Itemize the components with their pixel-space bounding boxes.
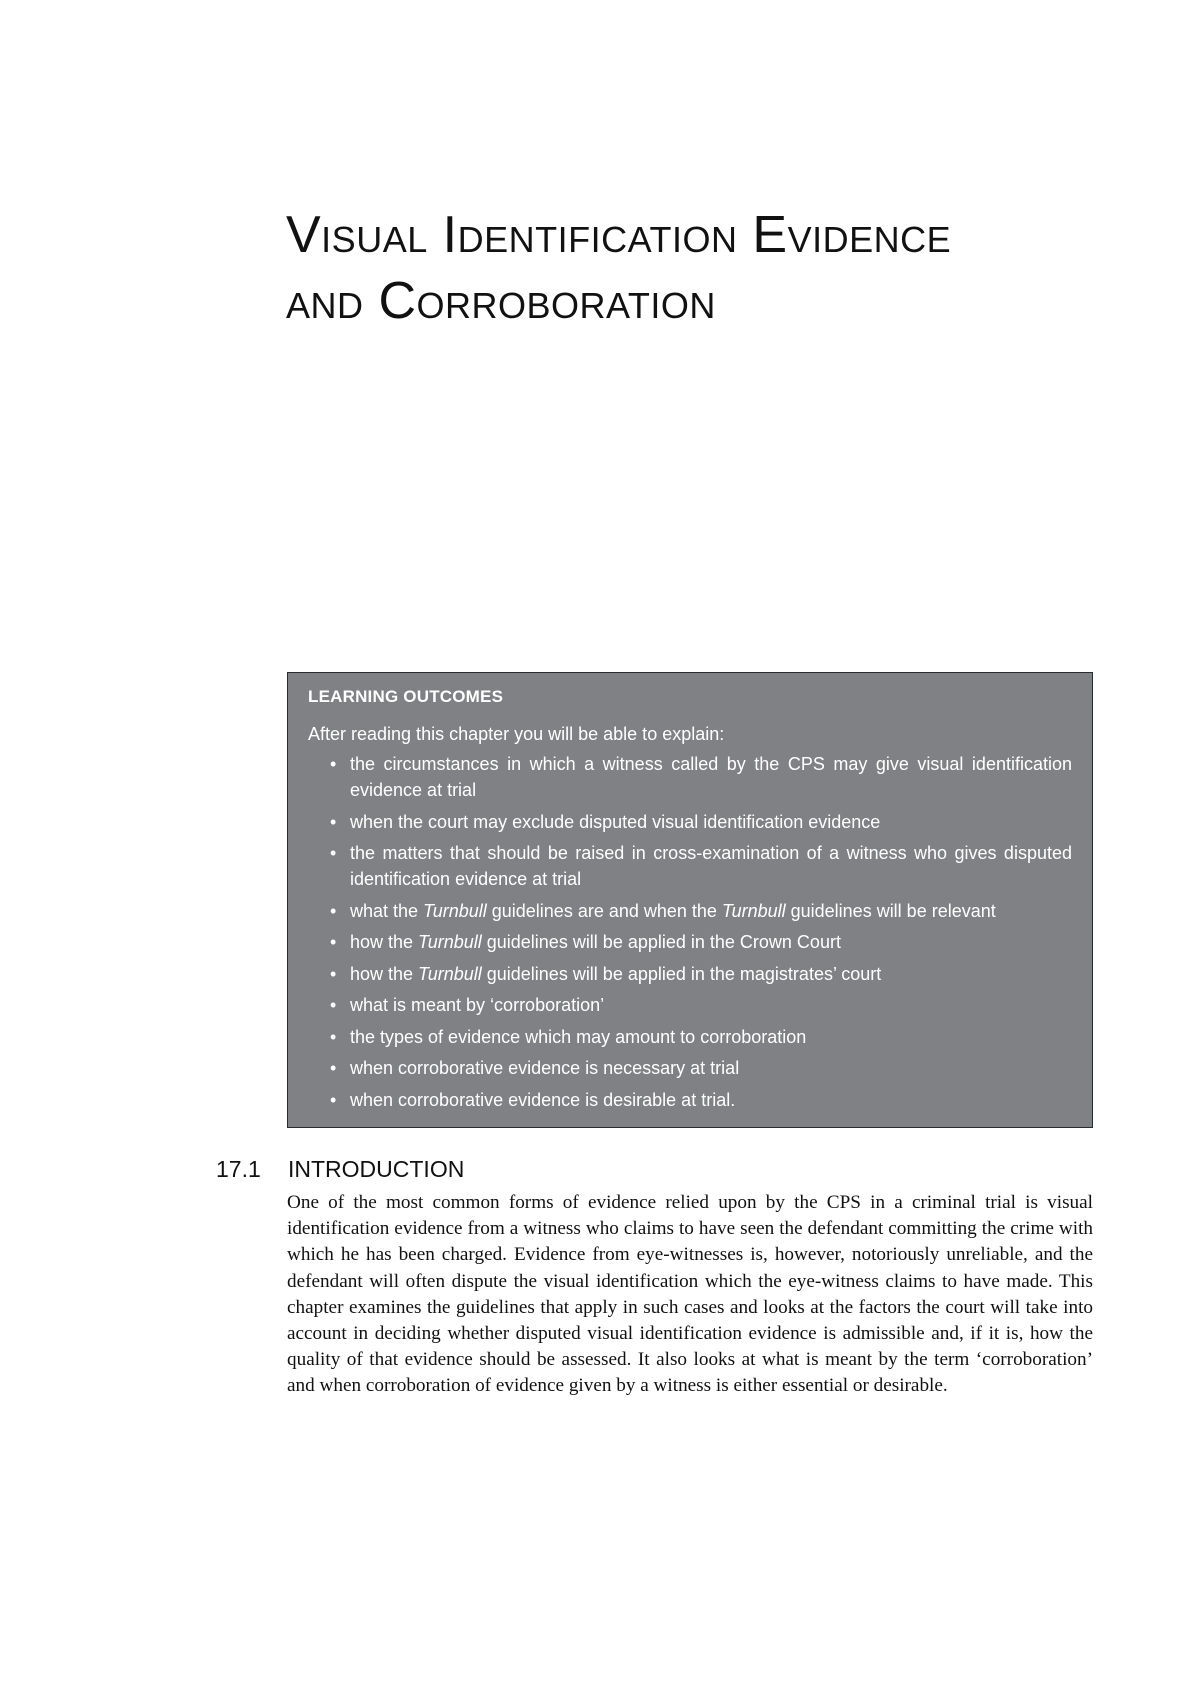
list-item (330, 992, 1072, 1018)
chapter-title (286, 202, 1146, 334)
case-name: Turnbull (423, 900, 487, 921)
learning-outcomes-box (287, 672, 1093, 1128)
section-body-paragraph: One of the most common forms of evidence relied upon by the CPS in a criminal trial is visual identification evidence from a witness who claims to have seen the defendant committing the crime with which he has been charged. Evidence from eye-witnesses is, however, notoriously unreliable, and the defendant will often dispute the visual identification which the eye-witness claims to have made. This chapter examines the guidelines that apply in such cases and looks at the factors the court will take into account in deciding whether disputed visual identification evidence is admissible and, if it is, how the quality of that evidence should be assessed. It also looks at what is meant by the term ‘corroboration’ and when corroboration of evidence given by a witness is either essential or desirable. (287, 1192, 1093, 1397)
list-item (330, 929, 1072, 955)
bullet-icon: • (330, 1026, 337, 1047)
list-item (330, 1055, 1072, 1081)
list-item (330, 1087, 1072, 1113)
list-item-text: when the court may exclude disputed visual identification evidence (350, 811, 881, 832)
list-item (330, 898, 1072, 924)
list-item-text: the types of evidence which may amount to corroboration (350, 1026, 807, 1047)
bullet-icon: • (330, 932, 337, 952)
bullet-icon: • (330, 811, 337, 832)
bullet-icon: • (330, 1089, 337, 1110)
learning-outcomes-intro: After reading this chapter you will be able to explain: (308, 724, 725, 744)
list-item (330, 1024, 1072, 1050)
list-item-text: the circumstances in which a witness called by the CPS may give visual identification evidence at trial (350, 754, 1072, 800)
case-name: Turnbull (418, 932, 482, 952)
list-item (330, 809, 1072, 835)
list-item (330, 961, 1072, 987)
section-title: INTRODUCTION (288, 1156, 465, 1182)
chapter-title-line-1: Visual Identification Evidence (286, 206, 952, 264)
list-item-text-post: guidelines will be applied in the magistrates’ court (481, 963, 882, 984)
list-item-text: the matters that should be raised in cross-examination of a witness who gives disputed identification evidence at trial (350, 843, 1072, 889)
list-item-text-post: guidelines will be relevant (785, 900, 996, 921)
learning-outcomes-heading: LEARNING OUTCOMES (308, 687, 504, 706)
bullet-icon: • (330, 900, 337, 921)
list-item-text-post: guidelines will be applied in the Crown Court (481, 932, 841, 952)
list-item (330, 840, 1072, 892)
case-name: Turnbull (418, 963, 482, 984)
bullet-icon: • (330, 754, 337, 774)
bullet-icon: • (330, 995, 337, 1015)
list-item-text-mid: guidelines are and when the (486, 900, 722, 921)
learning-outcomes-list (308, 751, 1072, 1113)
chapter-title-line-2: and Corroboration (286, 272, 716, 330)
section-heading (216, 1154, 464, 1184)
bullet-icon: • (330, 963, 337, 984)
list-item (330, 751, 1072, 803)
list-item-text: when corroborative evidence is desirable at trial. (350, 1089, 736, 1110)
section-number: 17.1 (216, 1156, 261, 1182)
bullet-icon: • (330, 1058, 337, 1078)
case-name: Turnbull (721, 900, 786, 921)
list-item-text: what is meant by ‘corroboration’ (350, 995, 605, 1015)
list-item-text: when corroborative evidence is necessary at trial (350, 1058, 740, 1078)
list-item-text-pre: what the (350, 900, 424, 921)
list-item-text-pre: how the (350, 963, 419, 984)
bullet-icon: • (330, 843, 337, 863)
list-item-text-pre: how the (350, 932, 419, 952)
